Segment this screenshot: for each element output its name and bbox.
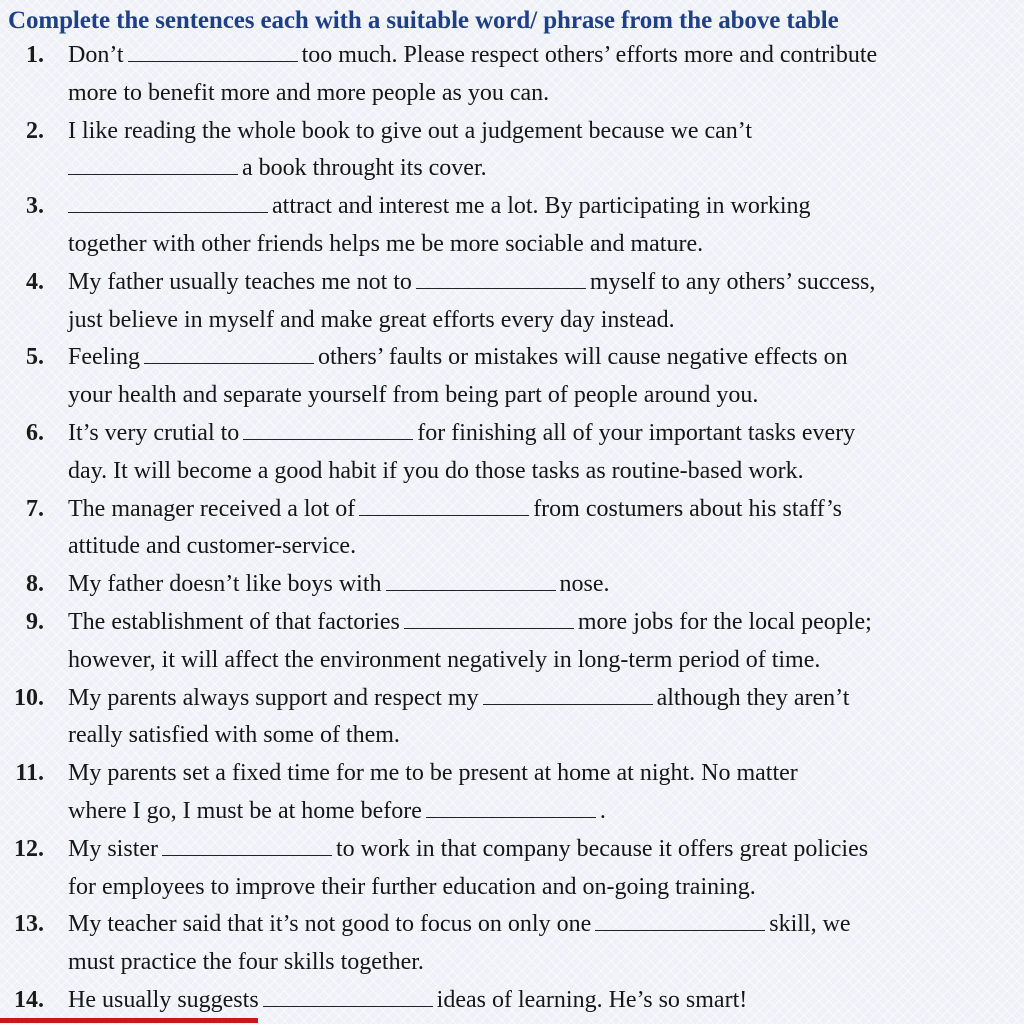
sentence-text: He usually suggests xyxy=(68,986,259,1013)
sentence-item-9 xyxy=(0,604,1024,680)
answer-blank[interactable] xyxy=(404,604,574,629)
item-number: 9. xyxy=(26,608,44,635)
sentence-text: to work in that company because it offers great policies xyxy=(336,835,869,862)
item-number: 8. xyxy=(26,571,44,598)
sentence-line: must practice the four skills together. xyxy=(68,949,424,976)
sentence-text: My father doesn’t like boys with xyxy=(68,571,382,598)
item-number: 7. xyxy=(26,495,44,522)
sentence-text: for finishing all of your important tasks every xyxy=(417,419,856,446)
sentence-line xyxy=(68,982,1024,1020)
sentence-line: more to benefit more and more people as you can. xyxy=(68,79,550,106)
sentence-line xyxy=(68,415,1024,453)
sentence-text: although they aren’t xyxy=(656,684,850,711)
sentence-item-4 xyxy=(0,264,1024,340)
sentence-text: more jobs for the local people; xyxy=(577,608,872,635)
answer-blank[interactable] xyxy=(243,415,413,440)
answer-blank[interactable] xyxy=(68,150,238,175)
sentence-text: myself to any others’ success, xyxy=(589,268,876,295)
footer-accent-bar xyxy=(0,1018,258,1023)
sentence-item-11 xyxy=(0,755,1024,831)
sentence-item-6 xyxy=(0,415,1024,491)
sentence-line: together with other friends helps me be more sociable and mature. xyxy=(68,230,704,257)
sentence-line xyxy=(68,566,1024,604)
sentence-text: Feeling xyxy=(68,344,140,371)
item-number: 12. xyxy=(14,835,44,862)
sentence-item-13 xyxy=(0,906,1024,982)
sentence-line: your health and separate yourself from being part of people around you. xyxy=(68,382,759,409)
sentence-text: It’s very crutial to xyxy=(68,419,240,446)
sentence-text: ideas of learning. He’s so smart! xyxy=(436,986,748,1013)
sentence-text: My sister xyxy=(68,835,158,862)
answer-blank[interactable] xyxy=(426,793,596,818)
sentence-text: attract and interest me a lot. By participating in working xyxy=(272,193,811,220)
sentence-line xyxy=(68,339,1024,377)
item-number: 5. xyxy=(26,344,44,371)
sentence-line xyxy=(68,491,1024,529)
sentence-text: My parents always support and respect my xyxy=(68,684,479,711)
sentence-line: really satisfied with some of them. xyxy=(68,722,400,749)
sentence-line xyxy=(68,37,1024,75)
sentence-text: from costumers about his staff’s xyxy=(533,495,843,522)
sentence-line xyxy=(68,150,1024,188)
sentence-text: where I go, I must be at home before xyxy=(68,797,422,824)
sentence-line xyxy=(68,793,1024,831)
item-number: 3. xyxy=(26,193,44,220)
item-number: 13. xyxy=(14,911,44,938)
sentence-line: just believe in myself and make great efforts every day instead. xyxy=(68,306,675,333)
sentence-line: for employees to improve their further education and on-going training. xyxy=(68,873,756,900)
item-number: 1. xyxy=(26,42,44,68)
item-number: 10. xyxy=(14,684,44,711)
item-number: 6. xyxy=(26,419,44,446)
sentence-line xyxy=(68,188,1024,226)
sentence-line: however, it will affect the environment negatively in long-term period of time. xyxy=(68,646,821,673)
sentence-text: too much. Please respect others’ efforts more and contribute xyxy=(301,42,878,68)
sentence-text: a book throught its cover. xyxy=(242,155,487,182)
sentence-line xyxy=(68,264,1024,302)
sentence-item-2 xyxy=(0,113,1024,189)
sentence-item-14 xyxy=(0,982,1024,1020)
item-number: 2. xyxy=(26,117,44,144)
sentence-line xyxy=(68,604,1024,642)
sentence-line xyxy=(68,831,1024,869)
sentence-text: My father usually teaches me not to xyxy=(68,268,412,295)
answer-blank[interactable] xyxy=(144,339,314,364)
sentence-text: . xyxy=(599,797,606,824)
item-number: 11. xyxy=(15,760,44,787)
answer-blank[interactable] xyxy=(416,264,586,289)
answer-blank[interactable] xyxy=(386,566,556,591)
sentence-text: skill, we xyxy=(769,911,851,938)
sentence-line xyxy=(68,906,1024,944)
sentence-line xyxy=(68,680,1024,718)
sentence-line: attitude and customer-service. xyxy=(68,533,357,560)
sentence-text: My teacher said that it’s not good to focus on only one xyxy=(68,911,592,938)
sentence-line: day. It will become a good habit if you do those tasks as routine-based work. xyxy=(68,457,804,484)
answer-blank[interactable] xyxy=(263,982,433,1007)
sentence-item-3 xyxy=(0,188,1024,264)
sentence-list xyxy=(0,37,1024,1020)
exercise-heading: Complete the sentences each with a suitable word/ phrase from the above table xyxy=(8,7,839,34)
answer-blank[interactable] xyxy=(128,37,298,62)
answer-blank[interactable] xyxy=(359,491,529,516)
answer-blank[interactable] xyxy=(483,680,653,705)
sentence-line: I like reading the whole book to give out a judgement because we can’t xyxy=(68,117,752,144)
sentence-item-10 xyxy=(0,680,1024,756)
sentence-text: Don’t xyxy=(68,42,124,68)
sentence-item-1 xyxy=(0,37,1024,113)
sentence-text: others’ faults or mistakes will cause negative effects on xyxy=(318,344,848,371)
sentence-item-8 xyxy=(0,566,1024,604)
sentence-item-12 xyxy=(0,831,1024,907)
item-number: 14. xyxy=(14,986,44,1013)
answer-blank[interactable] xyxy=(162,831,332,856)
sentence-text: The manager received a lot of xyxy=(68,495,356,522)
sentence-item-5 xyxy=(0,339,1024,415)
sentence-line: My parents set a fixed time for me to be present at home at night. No matter xyxy=(68,760,798,787)
item-number: 4. xyxy=(26,268,44,295)
sentence-text: nose. xyxy=(559,571,610,598)
sentence-text: The establishment of that factories xyxy=(68,608,400,635)
sentence-item-7 xyxy=(0,491,1024,567)
answer-blank[interactable] xyxy=(68,188,268,213)
answer-blank[interactable] xyxy=(595,906,765,931)
